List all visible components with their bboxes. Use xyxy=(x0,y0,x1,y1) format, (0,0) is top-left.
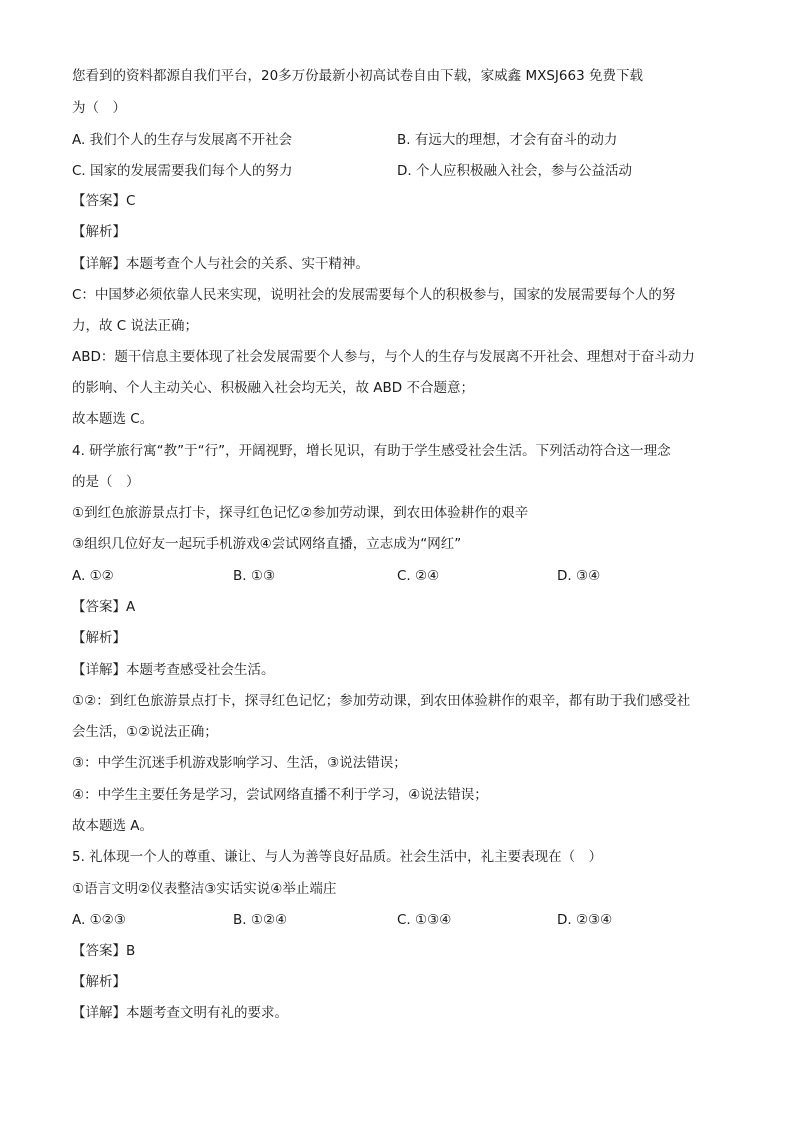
q5-option-b: B. ①②④ xyxy=(233,912,288,928)
q4-explanation-line: ①②：到红色旅游景点打卡，探寻红色记忆；参加劳动课，到农田体验耕作的艰辛，都有助于我们感受社 xyxy=(72,693,691,709)
q4-option-a: A. ①② xyxy=(72,568,114,584)
q5-analysis-heading: 【解析】 xyxy=(72,974,126,990)
header-watermark: 您看到的资料都源自我们平台，20多万份最新小初高试卷自由下载，家威鑫 MXSJ663 免费下载 xyxy=(72,68,643,84)
q3-answer: 【答案】C xyxy=(72,193,136,209)
q3-explanation-line: 的影响、个人主动关心、积极融入社会均无关，故 ABD 不合题意； xyxy=(72,380,474,396)
q3-option-c: C. 国家的发展需要我们每个人的努力 xyxy=(72,163,293,179)
q3-explanation-line: C：中国梦必须依靠人民来实现，说明社会的发展需要每个人的积极参与，国家的发展需要每个人的努 xyxy=(72,287,676,303)
q3-stem-tail: 为（ ） xyxy=(72,100,126,116)
q4-detail: 【详解】本题考查感受社会生活。 xyxy=(72,662,275,678)
q5-items: ①语言文明②仪表整洁③实话实说④举止端庄 xyxy=(72,881,337,897)
q4-explanation-line: ③：中学生沉迷手机游戏影响学习、生活，③说法错误； xyxy=(72,755,407,771)
q3-conclusion: 故本题选 C。 xyxy=(72,411,154,427)
q5-detail: 【详解】本题考查文明有礼的要求。 xyxy=(72,1005,288,1021)
q3-option-a: A. 我们个人的生存与发展离不开社会 xyxy=(72,132,293,148)
q5-option-a: A. ①②③ xyxy=(72,912,126,928)
q4-analysis-heading: 【解析】 xyxy=(72,630,126,646)
q4-option-b: B. ①③ xyxy=(233,568,276,584)
q5-option-c: C. ①③④ xyxy=(397,912,452,928)
q4-conclusion: 故本题选 A。 xyxy=(72,818,154,834)
q5-stem: 5. 礼体现一个人的尊重、谦让、与人为善等良好品质。社会生活中，礼主要表现在（ ） xyxy=(72,849,603,865)
q3-option-b: B. 有远大的理想，才会有奋斗的动力 xyxy=(397,132,618,148)
q4-explanation-line: 会生活，①②说法正确； xyxy=(72,724,218,740)
q4-explanation-line: ④：中学生主要任务是学习，尝试网络直播不利于学习，④说法错误； xyxy=(72,787,488,803)
q4-option-d: D. ③④ xyxy=(557,568,601,584)
q3-analysis-heading: 【解析】 xyxy=(72,224,126,240)
q3-detail: 【详解】本题考查个人与社会的关系、实干精神。 xyxy=(72,256,369,272)
q4-stem: 4. 研学旅行寓“教”于“行”，开阔视野，增长见识，有助于学生感受社会生活。下列活动符合这一理念 xyxy=(72,443,671,459)
q4-items: ①到红色旅游景点打卡，探寻红色记忆②参加劳动课，到农田体验耕作的艰辛 xyxy=(72,505,529,521)
q4-answer: 【答案】A xyxy=(72,599,136,615)
q5-option-d: D. ②③④ xyxy=(557,912,613,928)
q4-stem: 的是（ ） xyxy=(72,474,140,490)
q4-option-c: C. ②④ xyxy=(397,568,440,584)
q3-explanation-line: ABD：题干信息主要体现了社会发展需要个人参与，与个人的生存与发展离不开社会、理想对于奋斗动力 xyxy=(72,349,695,365)
q3-option-d: D. 个人应积极融入社会，参与公益活动 xyxy=(397,163,632,179)
q4-items: ③组织几位好友一起玩手机游戏④尝试网络直播，立志成为“网红” xyxy=(72,536,462,552)
q3-explanation-line: 力，故 C 说法正确； xyxy=(72,318,199,334)
q5-answer: 【答案】B xyxy=(72,943,136,959)
